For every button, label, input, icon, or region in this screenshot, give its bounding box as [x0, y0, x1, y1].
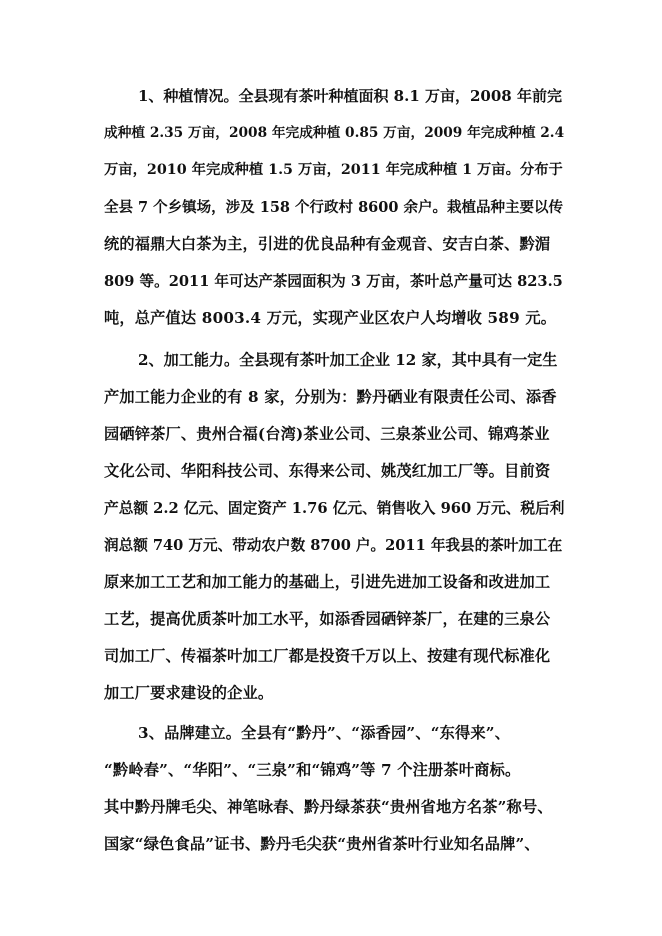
text-line: 园硒锌茶厂、贵州合福(台湾)茶业公司、三泉茶业公司、锦鸡茶业 — [104, 425, 550, 443]
text-line: 吨，总产值达 8003.4 万元，实现产业区农户人均增收 589 元。 — [104, 309, 557, 327]
text-line: 产加工能力企业的有 8 家，分别为：黔丹硒业有限责任公司、添香 — [104, 388, 557, 406]
text-line: 产总额 2.2 亿元、固定资产 1.76 亿元、销售收入 960 万元、税后利 — [104, 500, 565, 517]
text-line: 1、种植情况。全县现有茶叶种植面积 8.1 万亩，2008 年前完 — [138, 87, 562, 105]
text-line: 润总额 740 万元、带动农户数 8700 户。2011 年我县的茶叶加工在 — [104, 537, 563, 554]
text-line: 司加工厂、传福茶叶加工厂都是投资千万以上、按建有现代标准化 — [104, 647, 551, 665]
text-line: 国家“绿色食品”证书、黔丹毛尖获“贵州省茶叶行业知名品牌”、 — [104, 835, 540, 853]
text-line: 全县 7 个乡镇场，涉及 158 个行政村 8600 余户。栽植品种主要以传 — [104, 199, 563, 216]
text-line: 原来加工工艺和加工能力的基础上，引进先进加工设备和改进加工 — [104, 573, 551, 591]
text-line: 3、品牌建立。全县有“黔丹”、“添香园”、“东得来”、 — [138, 724, 511, 742]
text-line: 工艺，提高优质茶叶加工水平，如添香园硒锌茶厂，在建的三泉公 — [104, 610, 551, 628]
text-line: 809 等。2011 年可达产茶园面积为 3 万亩，茶叶总产量可达 823.5 — [104, 273, 563, 290]
text-line: 文化公司、华阳科技公司、东得来公司、姚茂红加工厂等。目前资 — [104, 462, 551, 480]
paragraph-brand — [104, 715, 564, 863]
paragraph-planting — [104, 78, 564, 337]
text-line: 成种植 2.35 万亩，2008 年完成种植 0.85 万亩，2009 年完成种植 2.4 — [104, 125, 565, 141]
text-line: 统的福鼎大白茶为主，引进的优良品种有金观音、安吉白茶、黔湄 — [104, 235, 551, 253]
text-line: “黔岭春”、“华阳”、“三泉”和“锦鸡”等 7 个注册茶叶商标。 — [104, 761, 521, 779]
text-line: 万亩，2010 年完成种植 1.5 万亩，2011 年完成种植 1 万亩。分布于 — [104, 162, 563, 178]
text-line: 2、加工能力。全县现有茶叶加工企业 12 家，其中具有一定生 — [138, 351, 558, 369]
text-line: 其中黔丹牌毛尖、神笔咏春、黔丹绿茶获“贵州省地方名茶”称号、 — [104, 798, 553, 816]
text-line: 加工厂要求建设的企业。 — [104, 684, 274, 702]
paragraph-processing — [104, 342, 564, 712]
